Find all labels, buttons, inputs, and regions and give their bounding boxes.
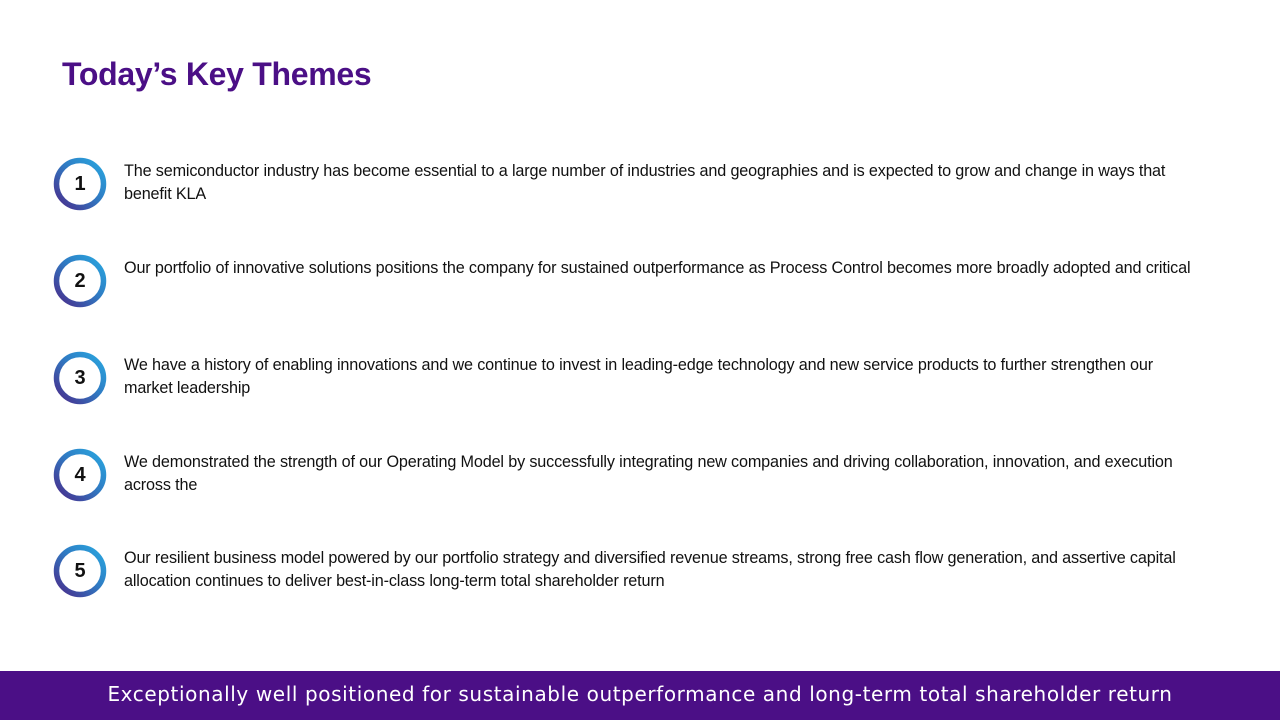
badge-number: 2 (74, 270, 86, 292)
theme-text: We demonstrated the strength of our Operating Model by successfully integrating new companies and driving collaboration, innovation, and execution across the (124, 453, 1173, 494)
theme-text: We have a history of enabling innovations and we continue to invest in leading-edge technology and new service products to further strengthen our market leadership (124, 356, 1153, 397)
badge-number: 3 (74, 367, 86, 389)
number-badge (52, 253, 108, 309)
footer-text: Exceptionally well positioned for sustainable outperformance and long-term total shareholder return (107, 682, 1173, 706)
theme-text: Our portfolio of innovative solutions positions the company for sustained outperformance as Process Control becomes more broadly adopted and critical (124, 259, 1191, 277)
theme-item-3 (52, 350, 1202, 406)
footer-banner (0, 671, 1280, 720)
theme-item-1 (52, 156, 1202, 212)
badge-number: 1 (74, 173, 86, 195)
theme-text: Our resilient business model powered by our portfolio strategy and diversified revenue streams, strong free cash flow generation, and assertive capital allocation continues to deliver best-in-class long-term total shareholder return (124, 549, 1176, 590)
number-badge (52, 543, 108, 599)
number-badge (52, 447, 108, 503)
slide-title: Today’s Key Themes (62, 56, 372, 92)
theme-text: The semiconductor industry has become essential to a large number of industries and geographies and is expected to grow and change in ways that benefit KLA (124, 162, 1166, 203)
theme-item-4 (52, 447, 1202, 503)
number-badge (52, 350, 108, 406)
number-badge (52, 156, 108, 212)
theme-item-5 (52, 543, 1202, 599)
badge-number: 5 (74, 560, 86, 582)
badge-number: 4 (74, 464, 86, 486)
theme-item-2 (52, 253, 1202, 309)
